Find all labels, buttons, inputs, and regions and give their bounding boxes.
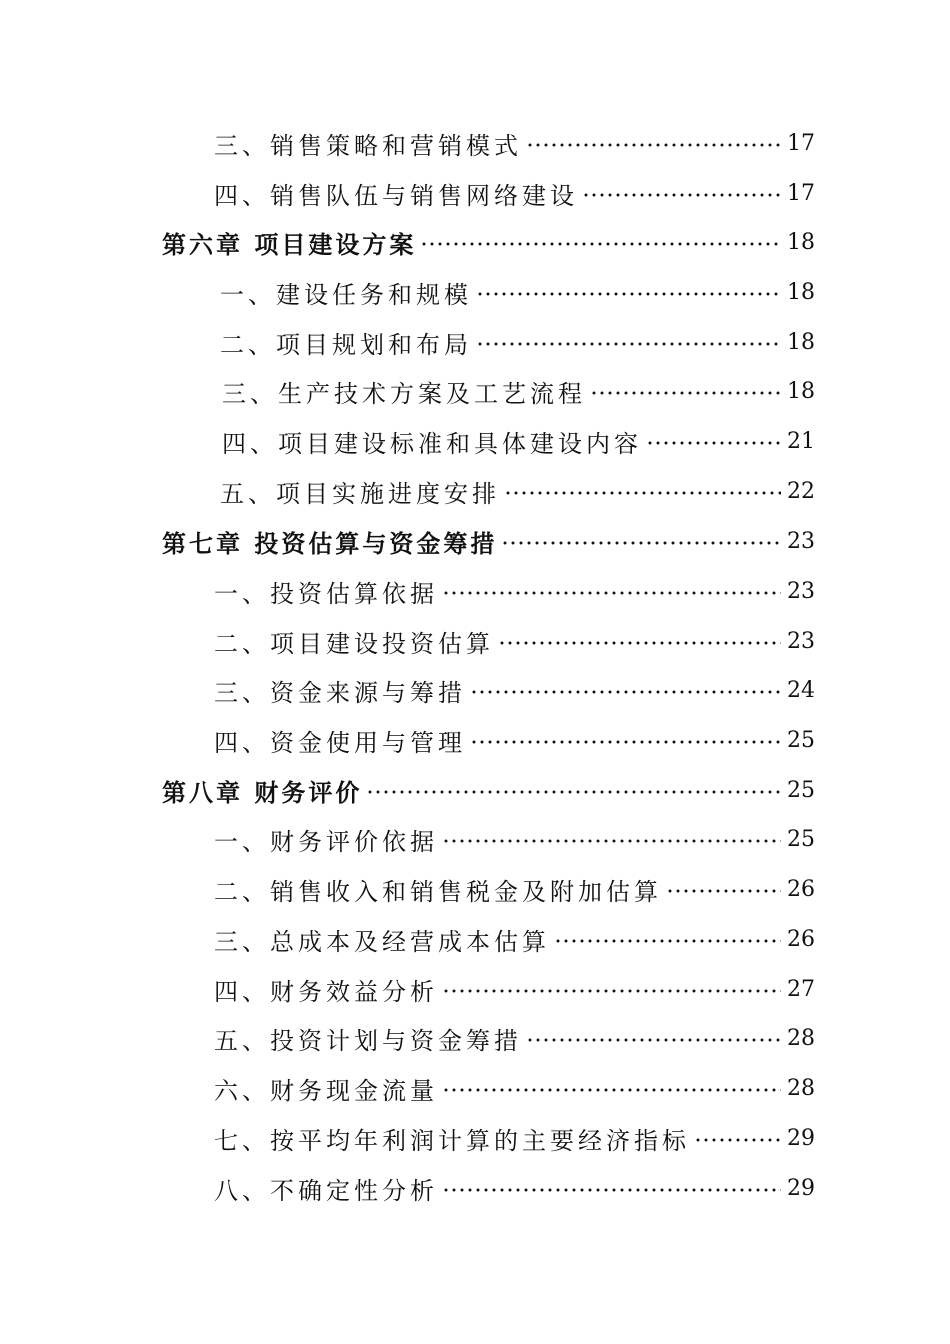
toc-page-number: 26 (787, 926, 815, 952)
toc-page-number: 23 (787, 578, 815, 604)
toc-page-number: 27 (787, 976, 815, 1002)
toc-section-entry[interactable] (0, 573, 950, 609)
toc-section-entry[interactable] (0, 821, 950, 857)
toc-entry-title: 二、项目规划和布局 (220, 330, 472, 359)
toc-chapter-entry[interactable] (0, 224, 950, 260)
toc-section-entry[interactable] (0, 1170, 950, 1206)
toc-entry-title: 二、销售收入和销售税金及附加估算 (214, 877, 662, 906)
toc-entry-title: 一、财务评价依据 (214, 827, 438, 856)
toc-page-number: 29 (787, 1125, 815, 1151)
dot-leader (442, 591, 781, 595)
toc-section-entry[interactable] (0, 921, 950, 957)
toc-chapter-entry[interactable] (0, 523, 950, 559)
dot-leader (442, 839, 781, 843)
toc-section-entry[interactable] (0, 125, 950, 161)
dot-leader (582, 193, 781, 197)
dot-leader (470, 690, 781, 694)
dot-leader (526, 143, 781, 147)
toc-page-number: 17 (787, 180, 815, 206)
toc-entry-title: 八、不确定性分析 (214, 1176, 438, 1205)
toc-page-number: 18 (787, 229, 815, 255)
toc-entry-title: 三、总成本及经营成本估算 (214, 927, 550, 956)
toc-page-number: 22 (787, 478, 815, 504)
toc-entry-title: 第七章 投资估算与资金筹措 (162, 529, 498, 558)
toc-section-entry[interactable] (0, 722, 950, 758)
dot-leader (442, 1188, 781, 1192)
toc-section-entry[interactable] (0, 672, 950, 708)
toc-section-entry[interactable] (0, 971, 950, 1007)
dot-leader (646, 441, 781, 445)
dot-leader (554, 939, 781, 943)
toc-section-entry[interactable] (0, 324, 950, 360)
toc-page-number: 18 (787, 279, 815, 305)
toc-section-entry[interactable] (0, 1070, 950, 1106)
toc-entry-title: 第八章 财务评价 (162, 778, 363, 807)
toc-entry-title: 四、销售队伍与销售网络建设 (214, 181, 578, 210)
dot-leader (501, 541, 781, 545)
dot-leader (442, 1088, 781, 1092)
dot-leader (420, 242, 781, 246)
toc-section-entry[interactable] (0, 274, 950, 310)
toc-page-number: 23 (787, 528, 815, 554)
toc-entry-title: 第六章 项目建设方案 (162, 230, 417, 259)
toc-entry-title: 一、投资估算依据 (214, 579, 438, 608)
toc-entry-title: 四、财务效益分析 (214, 977, 438, 1006)
toc-entry-title: 五、投资计划与资金筹措 (214, 1026, 522, 1055)
dot-leader (498, 641, 781, 645)
dot-leader (366, 790, 781, 794)
toc-entry-title: 一、建设任务和规模 (220, 280, 472, 309)
toc-page-number: 25 (787, 826, 815, 852)
toc-page-number: 29 (787, 1175, 815, 1201)
toc-page-number: 25 (787, 727, 815, 753)
toc-section-entry[interactable] (0, 473, 950, 509)
toc-page-number: 23 (787, 628, 815, 654)
dot-leader (590, 391, 781, 395)
toc-page-number: 21 (787, 428, 815, 454)
dot-leader (526, 1038, 781, 1042)
toc-section-entry[interactable] (0, 623, 950, 659)
toc-page-number: 18 (787, 378, 815, 404)
toc-section-entry[interactable] (0, 423, 950, 459)
toc-page-number: 26 (787, 876, 815, 902)
toc-section-entry[interactable] (0, 175, 950, 211)
toc-section-entry[interactable] (0, 1020, 950, 1056)
toc-section-entry[interactable] (0, 871, 950, 907)
toc-entry-title: 七、按平均年利润计算的主要经济指标 (214, 1126, 690, 1155)
toc-page-number: 24 (787, 677, 815, 703)
dot-leader (694, 1138, 781, 1142)
toc-page-number: 18 (787, 329, 815, 355)
toc-page-number: 28 (787, 1075, 815, 1101)
dot-leader (470, 740, 781, 744)
dot-leader (476, 292, 781, 296)
toc-entry-title: 四、项目建设标准和具体建设内容 (222, 429, 642, 458)
toc-entry-title: 三、资金来源与筹措 (214, 678, 466, 707)
toc-entry-title: 三、销售策略和营销模式 (214, 131, 522, 160)
dot-leader (442, 989, 781, 993)
toc-entry-title: 四、资金使用与管理 (214, 728, 466, 757)
toc-page-number: 25 (787, 777, 815, 803)
dot-leader (504, 491, 781, 495)
toc-page-number: 28 (787, 1025, 815, 1051)
toc-entry-title: 三、生产技术方案及工艺流程 (222, 379, 586, 408)
toc-entry-title: 二、项目建设投资估算 (214, 629, 494, 658)
toc-section-entry[interactable] (0, 1120, 950, 1156)
toc-chapter-entry[interactable] (0, 772, 950, 808)
toc-entry-title: 六、财务现金流量 (214, 1076, 438, 1105)
toc-page-number: 17 (787, 130, 815, 156)
toc-entry-title: 五、项目实施进度安排 (220, 479, 500, 508)
dot-leader (666, 889, 781, 893)
toc-section-entry[interactable] (0, 373, 950, 409)
dot-leader (476, 342, 781, 346)
